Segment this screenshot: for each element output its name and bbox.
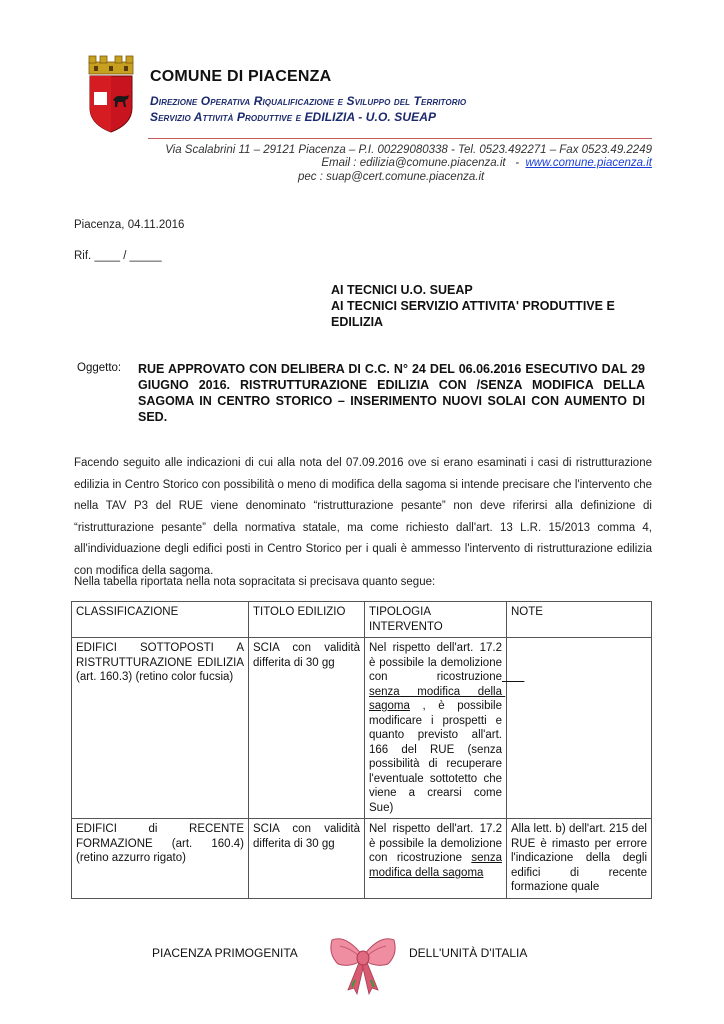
table-header-cell: NOTE	[507, 602, 652, 638]
table-row	[72, 819, 652, 899]
recipients-block	[331, 282, 651, 330]
header-divider	[148, 138, 652, 139]
table-header-row	[72, 602, 652, 638]
ribbon-bow-icon	[326, 930, 400, 996]
cell-underlined-text: senza modifica della sagoma	[369, 852, 502, 879]
pec-line: pec : suap@cert.comune.piacenza.it	[298, 171, 485, 183]
email-line	[321, 157, 652, 169]
email-text: Email : edilizia@comune.piacenza.it -	[321, 157, 526, 169]
table-cell: EDIFICI SOTTOPOSTI A RISTRUTTURAZIONE EDILIZIA (art. 160.3) (retino color fucsia)	[72, 638, 249, 819]
recipient-2: AI TECNICI SERVIZIO ATTIVITA' PRODUTTIVE E EDILIZIA	[331, 299, 615, 329]
table-header-cell: TIPOLOGIA INTERVENTO	[365, 602, 507, 638]
classification-table	[71, 601, 652, 899]
department-line: Direzione Operativa Riqualificazione e Sviluppo del Territorio	[150, 94, 467, 108]
table-cell	[365, 819, 507, 899]
letter-date: Piacenza, 04.11.2016	[74, 219, 185, 231]
footer-right-text: DELL'UNITÀ D'ITALIA	[409, 946, 528, 960]
table-cell: SCIA con validità differita di 30 gg	[249, 819, 365, 899]
table-header-cell: TITOLO EDILIZIO	[249, 602, 365, 638]
reference-line: Rif. ____ / _____	[74, 250, 162, 262]
table-cell: Alla lett. b) dell'art. 215 del RUE è rimasto per errore l'indicazione della degli edifici di recente formazione quale	[507, 819, 652, 899]
table-row	[72, 638, 652, 819]
website-link[interactable]: www.comune.piacenza.it	[525, 157, 652, 169]
table-cell: EDIFICI di RECENTE FORMAZIONE (art. 160.4) (retino azzurro rigato)	[72, 819, 249, 899]
cell-text: Nel rispetto dell'art. 17.2 è possibile la demolizione con ricostruzione	[369, 823, 502, 864]
table-cell	[365, 638, 525, 819]
table-cell	[507, 638, 652, 819]
coat-of-arms-icon	[86, 52, 136, 134]
cell-text: Nel rispetto dell'art. 17.2 è possibile la demolizione con ricostruzione	[369, 642, 502, 683]
table-cell: SCIA con validità differita di 30 gg	[249, 638, 365, 819]
subject-label: Oggetto:	[77, 362, 122, 374]
service-line: Servizio Attività Produttive e EDILIZIA - U.O. SUEAP	[150, 110, 437, 124]
cell-underlined-text: senza modifica della sagoma	[369, 671, 525, 712]
recipient-1: AI TECNICI U.O. SUEAP	[331, 283, 473, 297]
cell-text: , è possibile modificare i prospetti e quanto previsto all'art. 166 del RUE (senza possibilità di recuperare l'eventuale sottotetto che viene a crearsi come Sue)	[369, 700, 502, 814]
body-paragraph-2: Nella tabella riportata nella nota sopracitata si precisava quanto segue:	[74, 576, 436, 588]
address-line: Via Scalabrini 11 – 29121 Piacenza – P.I. 00229080338 - Tel. 0523.492271 – Fax 0523.49.2249	[165, 144, 652, 156]
subject-text: RUE APPROVATO CON DELIBERA DI C.C. N° 24 DEL 06.06.2016 ESECUTIVO DAL 29 GIUGNO 2016. RISTRUTTURAZIONE EDILIZIA CON /SENZA MODIFICA DELLA SAGOMA IN CENTRO STORICO – INSERIMENTO NUOVI SOLAI CON AUMENTO DI SED.	[138, 362, 645, 424]
org-name: COMUNE DI PIACENZA	[150, 68, 332, 85]
footer-left-text: PIACENZA PRIMOGENITA	[152, 946, 298, 960]
body-paragraph-1: Facendo seguito alle indicazioni di cui alla nota del 07.09.2016 ove si erano esaminati i casi di ristrutturazione edilizia in Centro Storico con possibilità o meno di modifica della sagoma si intende precisare che l'intervento che nella TAV P3 del RUE viene denominato “ristrutturazione pesante” non deve riferirsi alla definizione di “ristrutturazione pesante” della normativa statale, ma come richiesto dall'art. 13 L.R. 15/2013 comma 4, all'individuazione degli edifici posti in Centro Storico per i quali è ammesso l'intervento di ristrutturazione edilizia con modifica della sagoma.	[74, 457, 652, 577]
table-header-cell: CLASSIFICAZIONE	[72, 602, 249, 638]
